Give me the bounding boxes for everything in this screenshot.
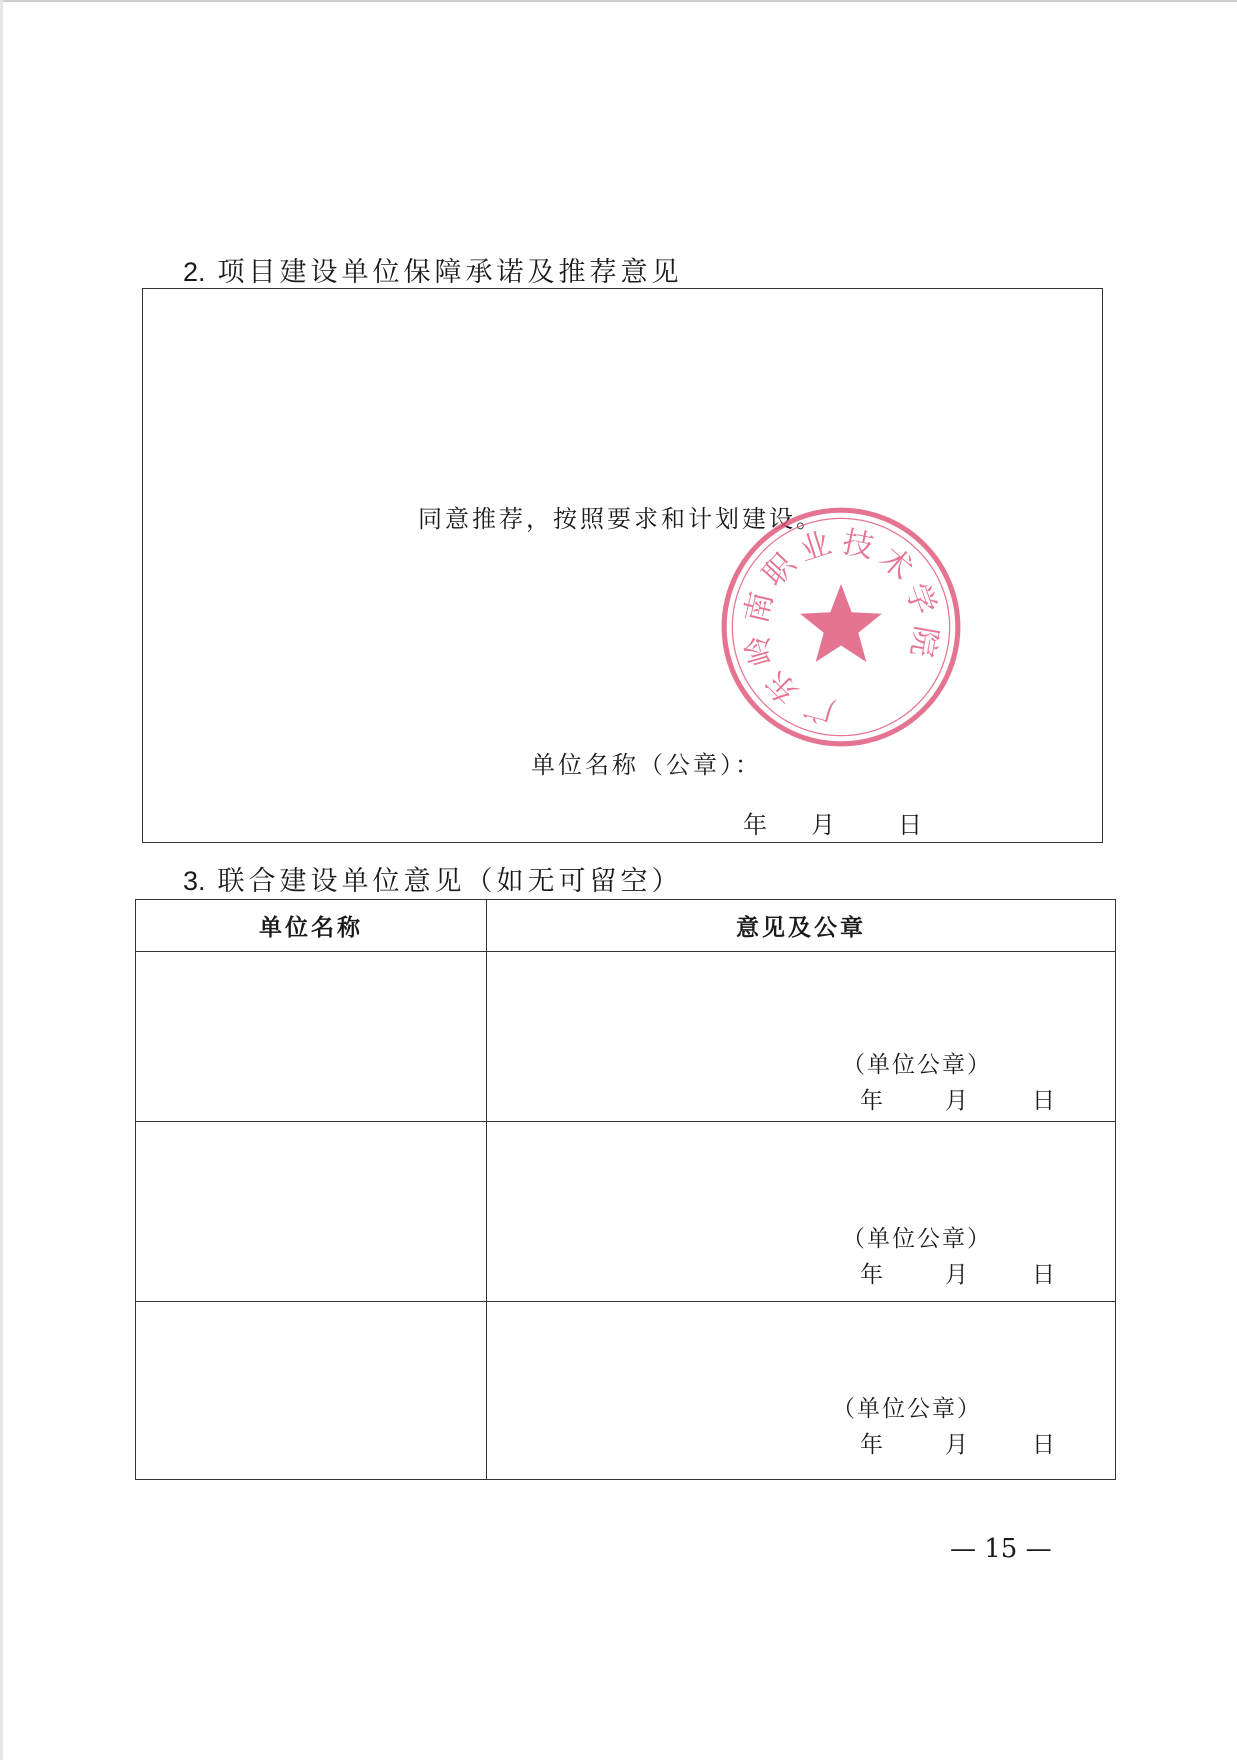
date-month: 月 [945,1432,968,1458]
date-day: 日 [1032,1432,1055,1458]
section-3-title: 联合建设单位意见（如无可留空） [217,866,683,897]
table-header-row [136,900,1116,952]
seal-char: 业 [795,525,836,569]
page-left-edge [0,0,3,1760]
seal-char: 术 [872,539,920,588]
unit-name-cell[interactable] [136,1122,487,1302]
section-2-heading [183,250,683,289]
unit-name-cell[interactable] [136,952,487,1122]
seal-char: 职 [755,546,803,594]
table-row [136,1122,1116,1302]
page-number: — 15 — [950,1534,1052,1564]
unit-name-cell[interactable] [136,1302,487,1480]
section-2-title: 项目建设单位保障承诺及推荐意见 [217,257,683,288]
opinion-seal-cell[interactable] [487,1122,1116,1302]
header-unit-name: 单位名称 [136,900,487,952]
opinion-seal-cell[interactable] [487,952,1116,1122]
unit-name-seal-label: 单位名称（公章）： [531,751,762,779]
date-month: 月 [945,1088,968,1114]
page-top-edge [0,0,1237,2]
date-year: 年 [860,1432,883,1458]
seal-char: 岭 [738,630,782,671]
official-seal [718,504,964,750]
header-opinion-seal: 意见及公章 [487,900,1116,952]
stamp-caption: （单位公章） [842,1226,992,1252]
section-3-heading [183,859,683,898]
seal-star-icon [800,584,882,662]
section-3-number: 3. [183,866,206,896]
stamp-caption: （单位公章） [842,1052,992,1078]
date-year: 年 [743,811,767,839]
row-date [860,1426,1060,1456]
section-2-number: 2. [183,257,206,287]
seal-char: 南 [738,588,781,627]
stamp-caption: （单位公章） [832,1396,982,1422]
seal-char: 东 [758,663,806,711]
date-year: 年 [860,1262,883,1288]
table-row [136,1302,1116,1480]
joint-units-table [135,899,1116,1480]
date-day: 日 [1032,1262,1055,1288]
row-date [860,1256,1060,1286]
seal-char: 院 [903,623,945,660]
recommendation-text: 同意推荐，按照要求和计划建设。 [418,505,823,533]
date-day: 日 [1032,1088,1055,1114]
date-day: 日 [898,811,922,839]
date-month: 月 [811,811,835,839]
seal-char: 技 [839,523,877,566]
seal-char: 学 [898,578,943,620]
opinion-seal-cell[interactable] [487,1302,1116,1480]
seal-char: 广 [799,686,839,730]
date-year: 年 [860,1088,883,1114]
table-row [136,952,1116,1122]
row-date [860,1082,1060,1112]
recommendation-date [743,805,943,839]
date-month: 月 [945,1262,968,1288]
